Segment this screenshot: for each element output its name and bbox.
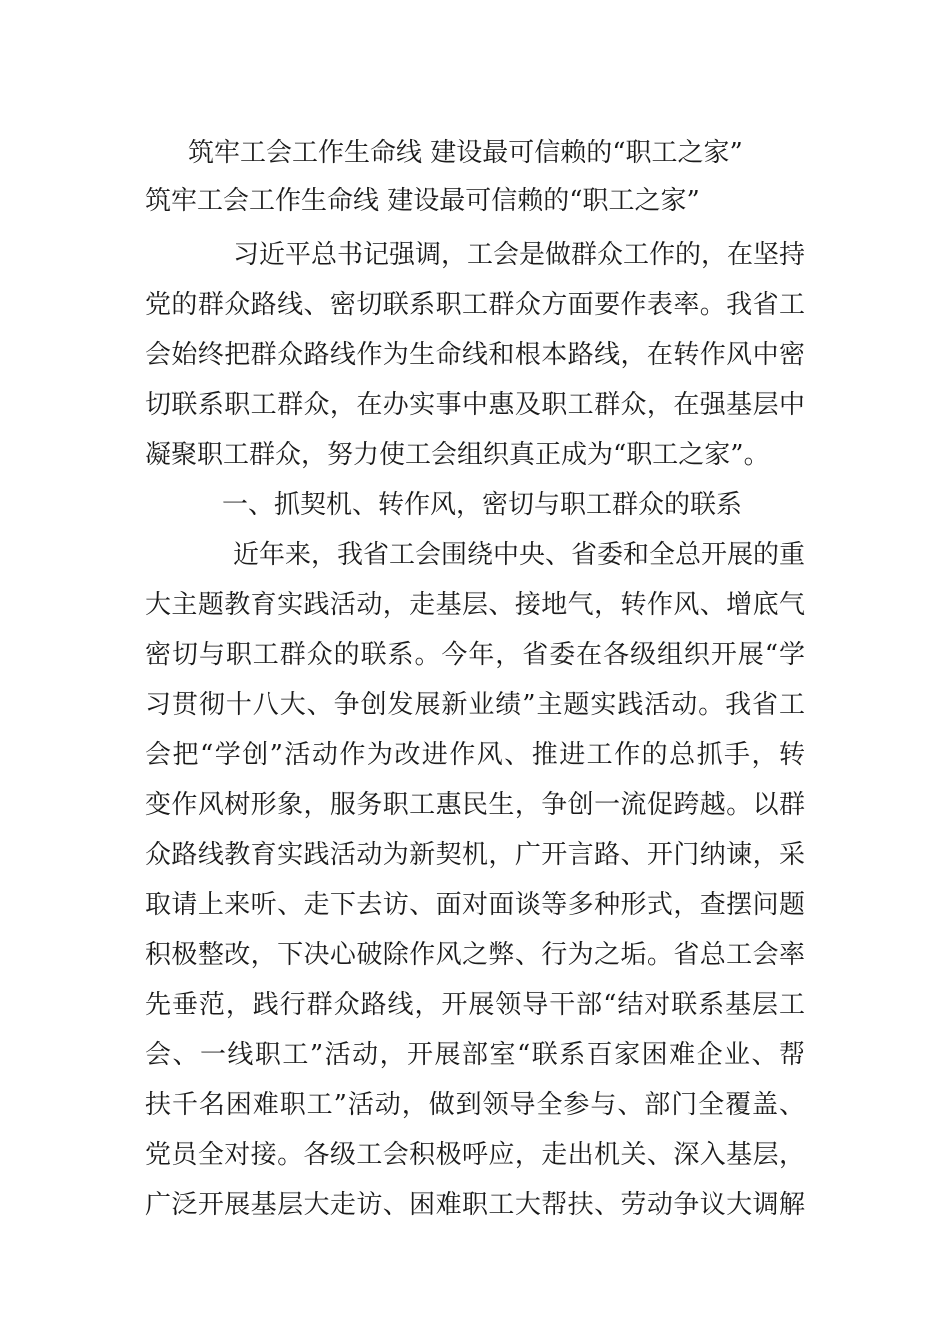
paragraph-line: 变作风树形象，服务职工惠民生，争创一流促跨越。以群 (145, 790, 805, 820)
paragraph-line: 大主题教育实践活动，走基层、接地气，转作风、增底气 (145, 590, 805, 620)
paragraph-line: 党的群众路线、密切联系职工群众方面要作表率。我省工 (145, 290, 805, 320)
paragraph-line: 广泛开展基层大走访、困难职工大帮扶、劳动争议大调解 (145, 1190, 805, 1220)
paragraph-line: 习近平总书记强调，工会是做群众工作的，在坚持 (233, 240, 806, 270)
paragraph-line: 众路线教育实践活动为新契机，广开言路、开门纳谏，采 (145, 840, 805, 870)
paragraph-line: 会把“学创”活动作为改进作风、推进工作的总抓手，转 (145, 740, 805, 770)
paragraph-line: 习贯彻十八大、争创发展新业绩”主题实践活动。我省工 (145, 690, 805, 720)
paragraph-line: 会、一线职工”活动，开展部室“联系百家困难企业、帮 (145, 1040, 805, 1070)
paragraph-line: 积极整改，下决心破除作风之弊、行为之垢。省总工会率 (145, 940, 805, 970)
paragraph-line: 凝聚职工群众，努力使工会组织真正成为“职工之家”。 (145, 440, 770, 470)
paragraph-line: 扶千名困难职工”活动，做到领导全参与、部门全覆盖、 (145, 1090, 805, 1120)
document-subtitle: 筑牢工会工作生命线 建设最可信赖的“职工之家” (145, 186, 700, 216)
document-title: 筑牢工会工作生命线 建设最可信赖的“职工之家” (188, 138, 743, 168)
section-heading: 一、抓契机、转作风，密切与职工群众的联系 (222, 490, 743, 520)
paragraph-line: 切联系职工群众，在办实事中惠及职工群众，在强基层中 (145, 390, 805, 420)
paragraph-line: 会始终把群众路线作为生命线和根本路线，在转作风中密 (145, 340, 805, 370)
paragraph-line: 近年来，我省工会围绕中央、省委和全总开展的重 (233, 540, 806, 570)
paragraph-line: 密切与职工群众的联系。今年，省委在各级组织开展“学 (145, 640, 805, 670)
paragraph-line: 党员全对接。各级工会积极呼应，走出机关、深入基层， (145, 1140, 805, 1170)
paragraph-line: 取请上来听、走下去访、面对面谈等多种形式，查摆问题 (145, 890, 805, 920)
paragraph-line: 先垂范，践行群众路线，开展领导干部“结对联系基层工 (145, 990, 805, 1020)
